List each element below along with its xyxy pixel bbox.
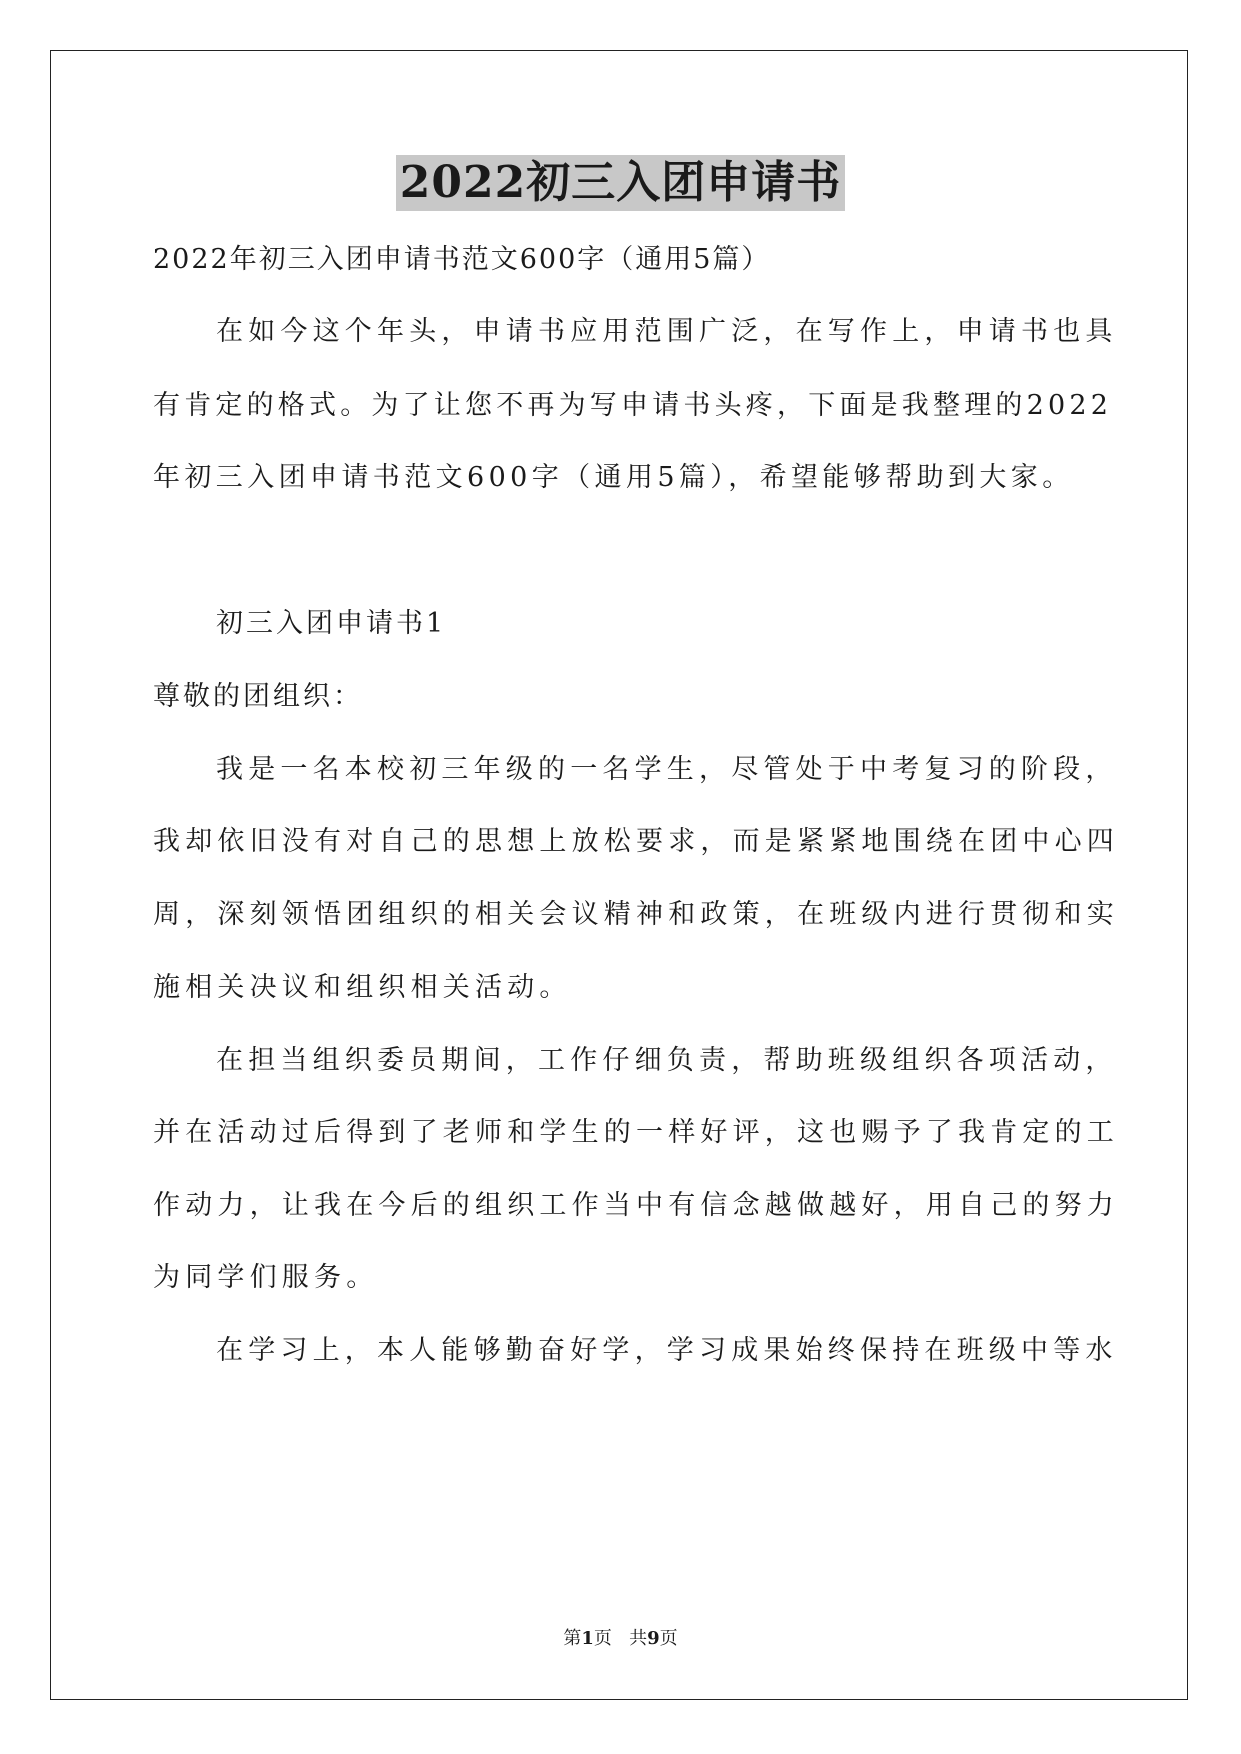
paragraph-line: 作动力，让我在今后的组织工作当中有信念越做越好，用自己的努力 [153,1190,1119,1221]
paragraph-line: 施相关决议和组织相关活动。 [153,972,572,1003]
footer-prefix: 第 [563,1628,582,1649]
paragraph-line: 为同学们服务。 [153,1262,379,1293]
section-heading: 初三入团申请书1 [216,608,447,639]
footer-page-unit: 页 [593,1628,612,1649]
intro-line: 在如今这个年头，申请书应用范围广泛，在写作上，申请书也具 [216,316,1118,347]
paragraph-line: 在学习上，本人能够勤奋好学，学习成果始终保持在班级中等水 [216,1335,1118,1366]
document-title[interactable]: 2022初三入团申请书 [396,155,845,211]
footer-total-prefix: 共 [629,1628,648,1649]
paragraph-line: 并在活动过后得到了老师和学生的一样好评，这也赐予了我肯定的工 [153,1117,1119,1148]
page-footer [0,1627,1241,1651]
document-subtitle: 2022年初三入团申请书范文600字（通用5篇） [153,244,771,275]
intro-line: 年初三入团申请书范文600字（通用5篇），希望能够帮助到大家。 [153,462,1074,493]
intro-line: 有肯定的格式。为了让您不再为写申请书头疼，下面是我整理的2022 [153,390,1113,421]
current-page-number: 1 [581,1628,594,1649]
paragraph-line: 我是一名本校初三年级的一名学生，尽管处于中考复习的阶段， [216,754,1118,785]
page-border [50,50,1188,1700]
title-container [0,155,1241,211]
salutation: 尊敬的团组织： [153,681,363,712]
paragraph-line: 周，深刻领悟团组织的相关会议精神和政策，在班级内进行贯彻和实 [153,899,1119,930]
total-pages-number: 9 [647,1628,660,1649]
paragraph-line: 在担当组织委员期间，工作仔细负责，帮助班级组织各项活动， [216,1045,1118,1076]
footer-total-unit: 页 [659,1628,678,1649]
paragraph-line: 我却依旧没有对自己的思想上放松要求，而是紧紧地围绕在团中心四 [153,826,1119,857]
